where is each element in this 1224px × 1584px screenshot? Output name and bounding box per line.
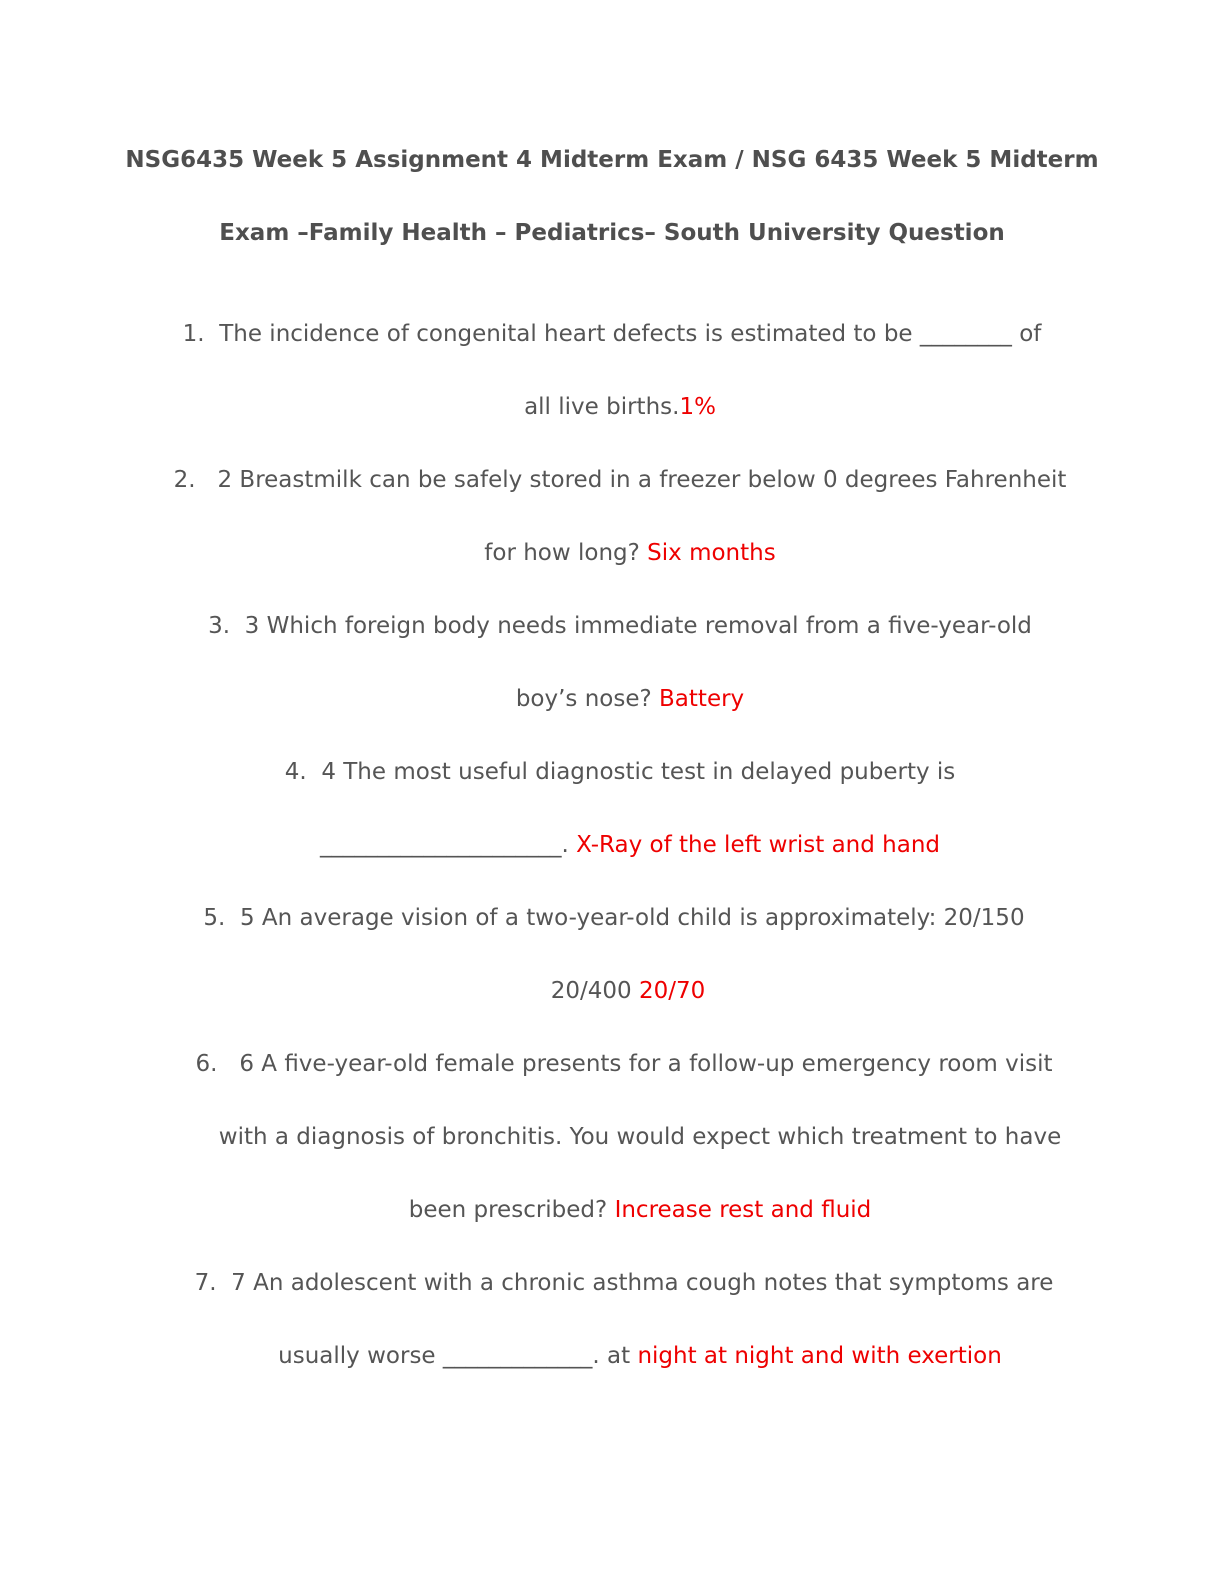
question-text: 5 An average vision of a two-year-old child is approximately: 20/150 [239, 905, 1025, 931]
question-number: 7. [194, 1270, 217, 1296]
question-6-line-2 [28, 1122, 1224, 1152]
question-1-line-2 [8, 392, 1224, 422]
question-3-line-2 [18, 684, 1224, 714]
question-6-line-3 [28, 1195, 1224, 1225]
question-1-line-1 [0, 319, 1224, 349]
question-2-line-2 [18, 538, 1224, 568]
question-text: 2 Breastmilk can be safely stored in a freezer below 0 degrees Fahrenheit [217, 467, 1067, 493]
question-text: all live births. [524, 394, 680, 420]
question-text: 6 A five-year-old female presents for a follow-up emergency room visit [239, 1051, 1053, 1077]
question-7-line-1 [12, 1268, 1224, 1298]
title-line-2: Exam –Family Health – Pediatrics– South University Question [219, 220, 1005, 246]
question-4-line-2 [18, 830, 1224, 860]
question-text: _____________________. [319, 832, 569, 858]
question-number: 3. [208, 613, 231, 639]
question-5-line-1 [2, 903, 1224, 933]
answer-text: Six months [647, 540, 776, 566]
question-6-line-1 [12, 1049, 1224, 1079]
title-line-1: NSG6435 Week 5 Assignment 4 Midterm Exam / NSG 6435 Week 5 Midterm [125, 147, 1099, 173]
question-2-line-1 [8, 465, 1224, 495]
question-text: boy’s nose? [515, 686, 652, 712]
question-text: for how long? [484, 540, 640, 566]
question-number: 6. [195, 1051, 218, 1077]
question-7-line-2 [28, 1341, 1224, 1371]
question-text: 20/400 [550, 978, 632, 1004]
question-number: 1. [182, 321, 205, 347]
answer-text: X-Ray of the left wrist and hand [576, 832, 941, 858]
question-text: been prescribed? [408, 1197, 608, 1223]
question-number: 5. [203, 905, 226, 931]
answer-text: Battery [659, 686, 745, 712]
question-text: 3 Which foreign body needs immediate removal from a five-year-old [244, 613, 1032, 639]
question-3-line-1 [8, 611, 1224, 641]
question-number: 4. [284, 759, 307, 785]
answer-text: 20/70 [638, 978, 706, 1004]
question-text: usually worse _____________. at [278, 1343, 631, 1369]
answer-text: night at night and with exertion [637, 1343, 1002, 1369]
question-5-line-2 [16, 976, 1224, 1006]
answer-text: 1% [679, 394, 716, 420]
question-text: 7 An adolescent with a chronic asthma cough notes that symptoms are [231, 1270, 1054, 1296]
question-4-line-1 [8, 757, 1224, 787]
question-text: The incidence of congenital heart defects is estimated to be ________ of [219, 321, 1042, 347]
answer-text: Increase rest and fluid [614, 1197, 872, 1223]
question-text: 4 The most useful diagnostic test in delayed puberty is [321, 759, 956, 785]
question-text: with a diagnosis of bronchitis. You would expect which treatment to have [218, 1124, 1062, 1150]
question-number: 2. [173, 467, 196, 493]
